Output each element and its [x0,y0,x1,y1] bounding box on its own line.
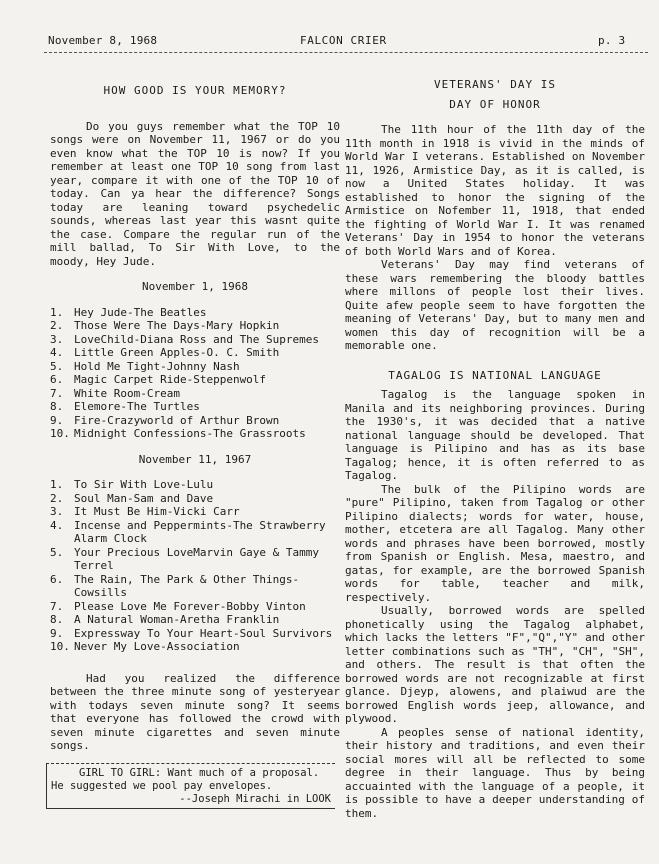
tagalog-paragraph-4: A peoples sense of national identity, their history and traditions, and even their social mores will all be reflected to some degree in their language. Thus by being accuainted with the language of a people, it is possible to have a deeper understanding of them. [345,725,645,820]
list-item: 2. Those Were The Days-Mary Hopkin [50,319,280,332]
list-item: 9. Fire-Crazyworld of Arthur Brown [50,413,280,427]
list2-title: November 11, 1967 [138,452,252,466]
header-rule [44,52,648,53]
veterans-title-line2: DAY OF HONOR [449,97,541,111]
tagalog-paragraph-1: Tagalog is the language spoken in Manila and its neighboring provinces. During the 1930's, it was decided that a native national language should be developed. That language is Pilipino and has as its base Tagalog; hence, it is often referred to as Tagalog. [345,388,645,482]
list-item: 8. A Natural Woman-Aretha Franklin [50,613,280,626]
list-item: 9. Expressway To Your Heart-Soul Survivors [50,626,333,640]
tagalog-paragraph-2: The bulk of the Pilipino words are "pure" Pilipino, taken from Tagalog or other Pilipino dialects; words for water, house, mother, etcetera are all Tagalog. Many other words and phrases have been borrowed, mostly from Spanish or English. Mesa, maestro, and gatas, for example, are the borrowed Spanish words for table, teacher and milk, respectively. [345,482,645,604]
list-item: 1. To Sir With Love-Lulu [50,478,214,491]
list-item: 10. Never My Love-Association [50,640,240,653]
list-item: 5. Your Precious LoveMarvin Gaye & Tammy Terrel [50,545,320,572]
list-item: 7. White Room-Cream [50,386,180,400]
issue-date: November 8, 1968 [48,34,158,47]
veterans-title-line1: VETERANS' DAY IS [434,78,556,91]
filler-quote-box [46,763,335,809]
list-item: 6. The Rain, The Park & Other Things-Cowsills [50,572,300,599]
veterans-paragraph-1: The 11th hour of the 11th day of the 11th month in 1918 is vivid in the minds of World War I veterans. Established on November 11, 1926, Armistice Day, as it is called, is now a United States holiday. It was established to honor the signing of the Armistice on Nofember 11, 1918, that ended the fighting of World War I. It was renamed Veterans' Day in 1954 to honor the veterans of both World Wars and of Korea. [345,123,645,258]
veterans-paragraph-2: Veterans' Day may find veterans of these wars remembering the bloody battles where millons of people lost their lives. Quite afew people seem to have forgotten the meaning of Veterans' Day, but to many men and women this day of recognition will be a memorable one. [345,258,645,352]
left-column [50,72,340,809]
list-item: 6. Magic Carpet Ride-Steppenwolf [50,373,267,386]
memory-article-title: HOW GOOD IS YOUR MEMORY? [103,84,287,97]
list-item: 8. Elemore-The Turtles [50,400,200,413]
list-item: 10. Midnight Confessions-The Grassroots [50,427,306,440]
list-item: 4. Incense and Peppermints-The Strawberry Alarm Clock [50,518,326,545]
list-item: 1. Hey Jude-The Beatles [50,305,207,319]
list-item: 3. It Must Be Him-Vicki Carr [50,505,240,518]
list-item: 3. LoveChild-Diana Ross and The Supremes [50,332,320,346]
list-item: 4. Little Green Apples-O. C. Smith [50,346,280,359]
filler-line-2: He suggested we pool pay envelopes. [51,779,273,792]
list-item: 2. Soul Man-Sam and Dave [50,491,214,505]
right-column [345,72,645,820]
memory-outro-paragraph: Had you realized the difference between the three minute song of yesteryear with todays seven minute song? It seems that everyone has followed the crowd with seven minute cigarettes and seven minute songs. [50,671,340,752]
list-item: 7. Please Love Me Forever-Bobby Vinton [50,599,306,613]
publication-title: FALCON CRIER [300,34,387,47]
top10-list-1968 [50,306,340,441]
tagalog-paragraph-3: Usually, borrowed words are spelled phonetically using the Tagalog alphabet, which lacks the letters "F","Q","Y" and other letter combinations such as "TH", "CH", "SH", and others. The result is that often the borrowed words are not recognizable at first glance. Djeyp, alowens, and plaiwud are the borrowed English words jeep, allowance, and plywood. [345,604,645,725]
filler-line-1: GIRL TO GIRL: Want much of a proposal. [79,766,320,779]
tagalog-title: TAGALOG IS NATIONAL LANGUAGE [388,368,602,382]
list1-title: November 1, 1968 [142,280,248,293]
list-item: 5. Hold Me Tight-Johnny Nash [50,359,240,373]
memory-intro-paragraph: Do you guys remember what the TOP 10 songs were on November 11, 1967 or do you even know what the TOP 10 is now? If you remember at least one TOP 10 song from last year, compare it with one of the TOP 10 of today. Can ya hear the difference? Songs today are leaning toward psychedelic sounds, whereas last year this wasnt quite the case. Compare the regular run of the mill ballad, To Sir With Love, to the moody, Hey Jude. [50,119,340,268]
filler-attribution: --Joseph Mirachi in LOOK [179,792,331,805]
page-number: p. 3 [598,34,626,47]
top10-list-1967 [50,478,340,654]
